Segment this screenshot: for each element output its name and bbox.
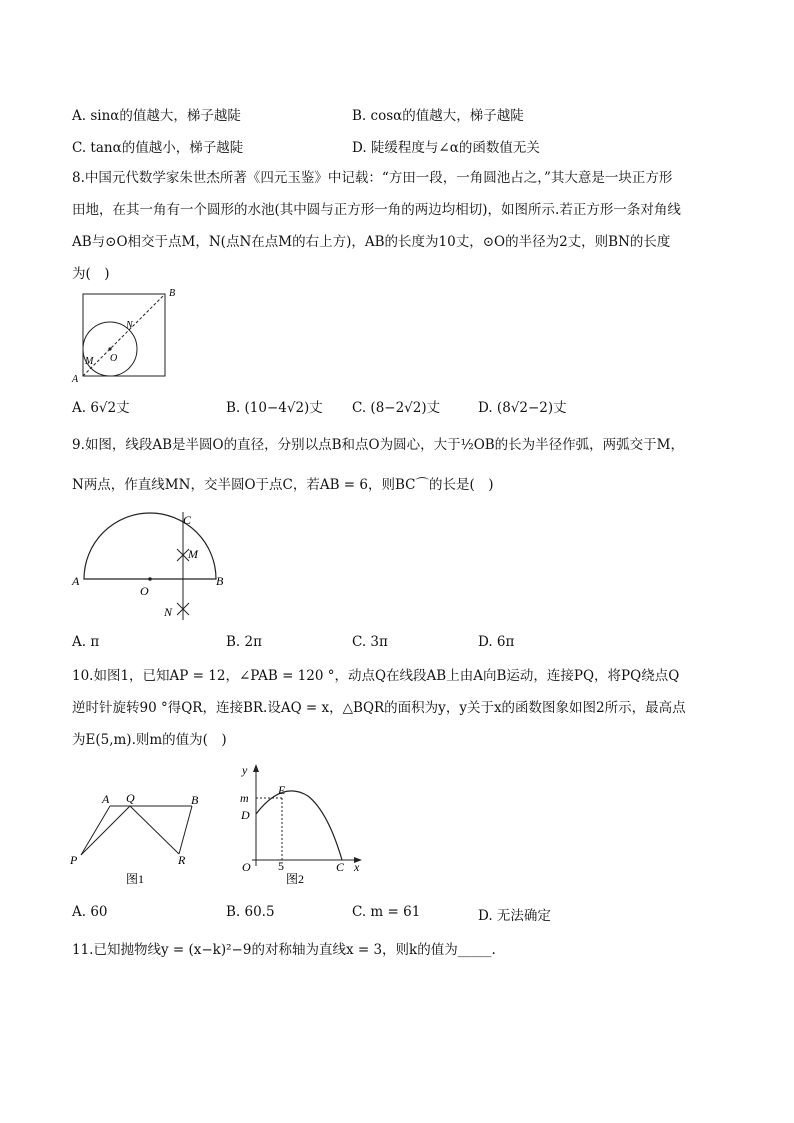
- label-x: x: [354, 860, 360, 874]
- q9-stem-line-2: N两点，作直线MN，交半圆O于点C，若AB = 6，则BC⌒的长是( ): [72, 477, 494, 493]
- figure-1-caption: 图1: [126, 872, 145, 886]
- label-m: M: [188, 547, 198, 561]
- q9-option-c: C. 3π: [352, 634, 388, 650]
- q10-option-b: B. 60.5: [226, 904, 275, 920]
- q8-stem-line-2: 田地，在其一角有一个圆形的水池(其中圆与正方形一角的两边均相切)，如图所示.若正方形一条对角线: [72, 202, 681, 218]
- q7-option-b: B. cosα的值越大，梯子越陡: [352, 108, 524, 124]
- q8-option-b: B. (10−4√2)丈: [226, 400, 323, 416]
- diagonal-ab: [83, 294, 165, 376]
- q10-figure-2: [230, 756, 380, 892]
- figure-2-caption: 图2: [286, 872, 305, 886]
- label-n: N: [126, 320, 133, 331]
- label-a: A: [72, 574, 80, 588]
- label-a: A: [102, 792, 110, 806]
- q9-option-d: D. 6π: [478, 634, 515, 650]
- q9-stem-line-1: 9.如图，线段AB是半圆O的直径，分别以点B和点O为圆心，大于½OB的长为半径作弧，两弧交于M，: [72, 437, 685, 453]
- q7-option-d: D. 陡缓程度与∠α的函数值无关: [352, 140, 540, 156]
- q7-option-c: C. tanα的值越小，梯子越陡: [72, 140, 244, 156]
- q10-option-d: D. 无法确定: [478, 908, 551, 924]
- center-point-o: [108, 347, 111, 350]
- q10-stem-line-2: 逆时针旋转90 °得QR，连接BR.设AQ = x，△BQR的面积为y，y关于x的函数图象如图2所示，最高点: [72, 700, 686, 716]
- semicircle: [84, 513, 216, 579]
- q9-option-a: A. π: [72, 634, 100, 650]
- q10-stem-line-3: 为E(5,m).则m的值为( ): [72, 732, 227, 748]
- q9-figure: [68, 508, 238, 626]
- q9-option-b: B. 2π: [226, 634, 262, 650]
- q8-figure: [68, 284, 188, 388]
- q10-option-c: C. m = 61: [352, 904, 421, 920]
- q10-figure-1: [64, 784, 224, 892]
- label-n: N: [164, 605, 173, 619]
- q8-option-a: A. 6√2丈: [72, 400, 130, 416]
- q7-option-a: A. sinα的值越大，梯子越陡: [72, 108, 241, 124]
- label-p: P: [70, 853, 78, 867]
- label-b: B: [216, 574, 224, 588]
- label-y: y: [242, 763, 248, 777]
- label-r: R: [178, 853, 186, 867]
- label-c: C: [183, 513, 192, 527]
- q8-option-d: D. (8√2−2)丈: [478, 400, 567, 416]
- label-o: O: [110, 353, 118, 364]
- label-b: B: [191, 793, 199, 807]
- q8-stem-line-3: AB与⊙O相交于点M，N(点N在点M的右上方)，AB的长度为10丈，⊙O的半径为2丈，则BN的长度: [72, 234, 671, 250]
- q8-stem-line-1: 8.中国元代数学家朱世杰所著《四元玉鉴》中记载：“方田一段，一角圆池占之，”其大意是一块正方形: [72, 170, 673, 186]
- label-q: Q: [126, 791, 135, 805]
- label-c: C: [336, 860, 345, 874]
- label-o: O: [242, 860, 251, 874]
- label-a: A: [72, 374, 79, 385]
- label-m: m: [240, 791, 249, 805]
- label-b: B: [169, 288, 176, 299]
- q11-stem-line-1: 11.已知抛物线y = (x−k)²−9的对称轴为直线x = 3，则k的值为_____.: [72, 942, 496, 958]
- q8-stem-line-4: 为( ): [72, 266, 110, 282]
- q10-option-a: A. 60: [72, 904, 108, 920]
- label-five: 5: [278, 859, 284, 873]
- segment-rb: [179, 806, 192, 854]
- label-e: E: [278, 783, 286, 797]
- center-point-o: [148, 577, 152, 581]
- q10-stem-line-1: 10.如图1，已知AP = 12，∠PAB = 120 °，动点Q在线段AB上由A向B运动，连接PQ，将PQ绕点Q: [72, 668, 680, 684]
- label-o: O: [140, 584, 149, 598]
- y-axis-arrow-icon: [253, 764, 259, 772]
- q8-option-c: C. (8−2√2)丈: [352, 400, 441, 416]
- label-m: M: [85, 356, 94, 367]
- segment-qr: [130, 806, 179, 854]
- parabola-curve: [256, 791, 342, 860]
- label-d: D: [241, 808, 250, 822]
